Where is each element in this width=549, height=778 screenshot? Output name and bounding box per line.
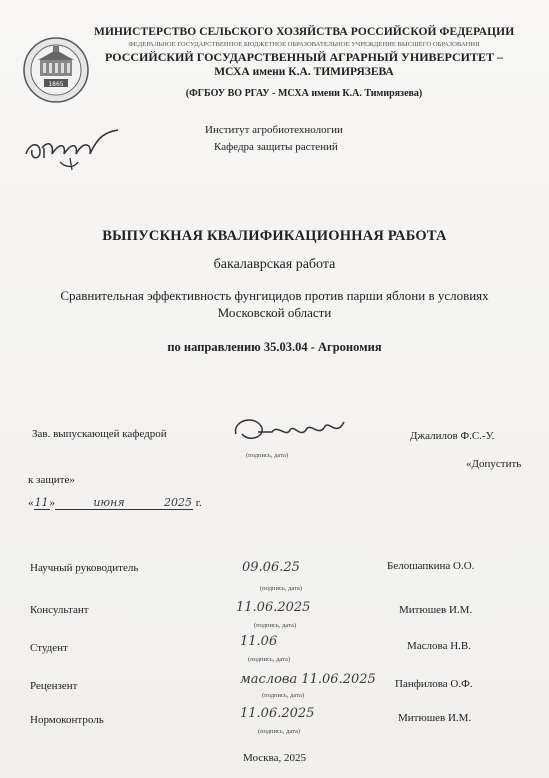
institute-name: Институт агробиотехнологии [205,124,343,136]
head-signature [228,408,358,452]
ministry-name: МИНИСТЕРСТВО СЕЛЬСКОГО ХОЗЯЙСТВА РОССИЙСКОЙ ФЕДЕРАЦИИ [94,26,515,38]
document-title: ВЫПУСКНАЯ КВАЛИФИКАЦИОННАЯ РАБОТА [102,228,447,244]
direction: по направлению 35.03.04 - Агрономия [167,340,382,354]
topic-line-1: Сравнительная эффективность фунгицидов против парши яблони в условиях [60,288,489,303]
consultant-signature: 11.06.2025 [236,600,311,615]
department-name: Кафедра защиты растений [214,141,338,153]
supervisor-label: Научный руководитель [30,562,139,574]
reviewer-signature: маслова 11.06.2025 [240,672,376,687]
supervisor-signature: 09.06.25 [242,560,300,575]
student-name: Маслова Н.В. [407,640,471,652]
consultant-caption: (подпись, дата) [254,622,297,629]
head-name: Джалилов Ф.С.-У. [410,430,495,442]
consultant-name: Митюшев И.М. [399,604,473,616]
student-signature: 11.06 [240,634,278,649]
normcontrol-caption: (подпись, дата) [258,728,301,735]
handwritten-note-otchet [20,118,130,178]
head-signature-caption: (подпись, дата) [246,452,289,459]
document-footer: Москва, 2025 [243,752,306,764]
normcontrol-label: Нормоконтроль [30,714,104,726]
student-label: Студент [30,642,68,654]
topic-line-2: Московской области [217,305,332,320]
student-caption: (подпись, дата) [248,656,291,663]
admit-text-2: к защите» [28,474,75,486]
reviewer-caption: (подпись, дата) [262,692,305,699]
date-month: июня [55,496,163,510]
date-day: 11 [34,496,49,509]
date-mid: » [49,497,55,509]
university-name: РОССИЙСКИЙ ГОСУДАРСТВЕННЫЙ АГРАРНЫЙ УНИВЕРСИТЕТ – [104,50,504,64]
date-suffix: г. [195,497,202,509]
reviewer-name: Панфилова О.Ф. [395,678,473,690]
normcontrol-name: Митюшев И.М. [398,712,472,724]
logo-year: 1865 [48,81,64,88]
university-name-2: МСХА имени К.А. ТИМИРЯЗЕВА [214,66,394,78]
date-open: « [28,497,34,509]
normcontrol-signature: 11.06.2025 [240,706,315,721]
admit-text: «Допустить [466,458,522,470]
approval-label: Зав. выпускающей кафедрой [32,428,167,440]
supervisor-caption: (подпись, дата) [260,585,303,592]
supervisor-name: Белошапкина О.О. [387,560,475,572]
document-subtitle: бакалаврская работа [213,257,336,272]
approval-date [28,496,202,510]
consultant-label: Консультант [30,604,89,616]
institution-type: ФЕДЕРАЛЬНОЕ ГОСУДАРСТВЕННОЕ БЮДЖЕТНОЕ ОБРАЗОВАТЕЛЬНОЕ УЧРЕЖДЕНИЕ ВЫСШЕГО ОБРАЗОВАНИЯ [128,41,480,48]
university-logo [22,36,90,104]
reviewer-label: Рецензент [30,680,78,692]
date-year: 2025 [164,496,192,509]
university-abbrev: (ФГБОУ ВО РГАУ - МСХА имени К.А. Тимирязева) [185,88,423,99]
